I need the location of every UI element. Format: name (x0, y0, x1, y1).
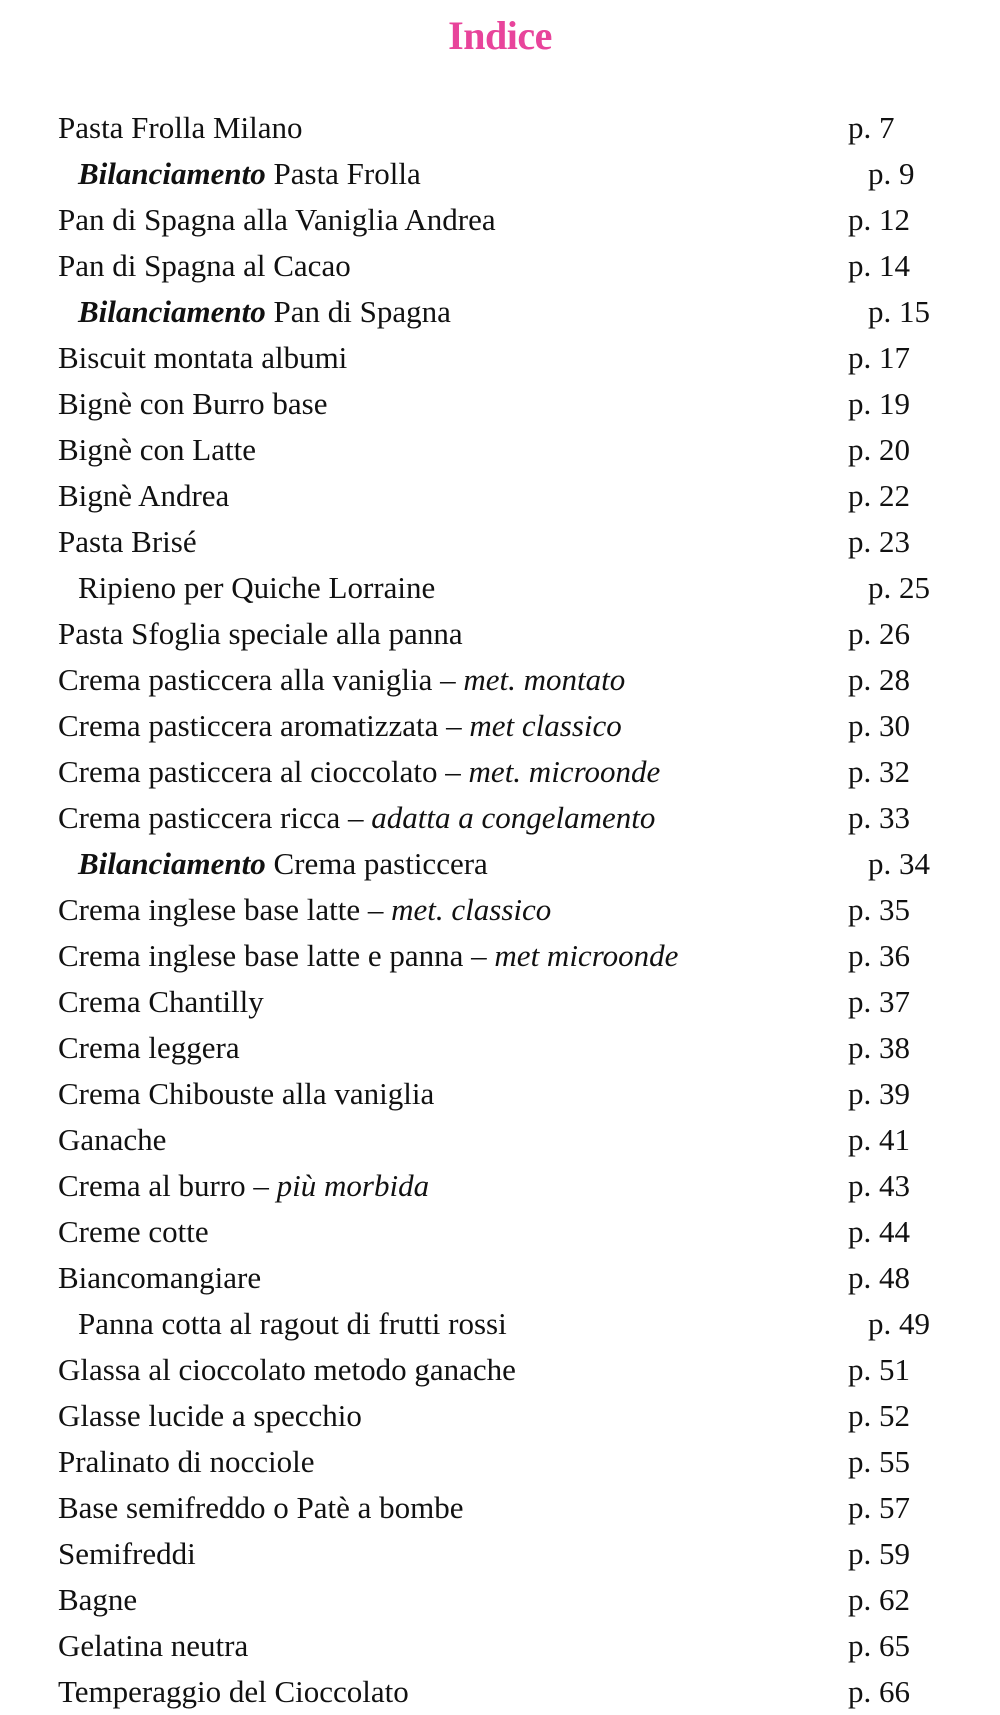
toc-page-number: p. 17 (848, 340, 910, 375)
toc-entry-text: Panna cotta al ragout di frutti rossi (78, 1306, 507, 1341)
toc-entry-title (58, 1393, 848, 1439)
toc-page-number: p. 39 (848, 1076, 910, 1111)
toc-entry-title (58, 1577, 848, 1623)
toc-page-number: p. 55 (848, 1444, 910, 1479)
toc-entry-note: met. montato (463, 662, 626, 697)
toc-entry-note: met classico (469, 708, 622, 743)
toc-entry (58, 1439, 938, 1485)
toc-entry (58, 1117, 938, 1163)
toc-entry (58, 565, 938, 611)
toc-page-number: p. 57 (848, 1490, 910, 1525)
toc-entry-note: met. microonde (468, 754, 661, 789)
toc-entry-note: met microonde (494, 938, 679, 973)
toc-entry-title (58, 1531, 848, 1577)
toc-entry-text: Biancomangiare (58, 1260, 262, 1295)
toc-entry-title (58, 749, 848, 795)
toc-entry-text: Biscuit montata albumi (58, 340, 348, 375)
toc-entry-prefix: Bilanciamento (78, 156, 266, 191)
toc-page-number: p. 22 (848, 478, 910, 513)
toc-entry-text: Crema al burro – (58, 1168, 277, 1203)
toc-entry-title (58, 657, 848, 703)
toc-entry-text: Pasta Frolla (265, 156, 421, 191)
toc-entry-prefix: Bilanciamento (78, 294, 266, 329)
toc-page-number: p. 49 (868, 1306, 930, 1341)
toc-entry-text: Semifreddi (58, 1536, 196, 1571)
toc-entry (58, 1163, 938, 1209)
toc-page-number: p. 51 (848, 1352, 910, 1387)
toc-entry-title (58, 887, 848, 933)
toc-page-number: p. 66 (848, 1674, 910, 1709)
toc-page-number: p. 38 (848, 1030, 910, 1065)
toc-entry-text: Pralinato di nocciole (58, 1444, 315, 1479)
toc-entry (58, 979, 938, 1025)
toc-entry-text: Bignè con Burro base (58, 386, 328, 421)
toc-entry-prefix: Bilanciamento (78, 846, 266, 881)
toc-entry-title (58, 519, 848, 565)
toc-entry-text: Pasta Brisé (58, 524, 197, 559)
toc-page-number: p. 12 (848, 202, 910, 237)
toc-page-number: p. 7 (848, 110, 895, 145)
toc-page-number: p. 15 (868, 294, 930, 329)
toc-entry-title (58, 1209, 848, 1255)
toc-entry-text: Crema pasticcera ricca – (58, 800, 372, 835)
table-of-contents (58, 105, 938, 1715)
toc-page-number: p. 9 (868, 156, 915, 191)
toc-entry (58, 519, 938, 565)
toc-entry-title (58, 427, 848, 473)
toc-entry-title (58, 105, 848, 151)
toc-entry (58, 657, 938, 703)
toc-page-number: p. 30 (848, 708, 910, 743)
toc-page-number: p. 23 (848, 524, 910, 559)
toc-entry-title (58, 1347, 848, 1393)
toc-page-number: p. 59 (848, 1536, 910, 1571)
toc-entry-title (58, 1025, 848, 1071)
toc-page-number: p. 25 (868, 570, 930, 605)
toc-entry-text: Pan di Spagna al Cacao (58, 248, 351, 283)
toc-page-number: p. 65 (848, 1628, 910, 1663)
toc-entry (58, 473, 938, 519)
toc-page-number: p. 14 (848, 248, 910, 283)
toc-page-number: p. 20 (848, 432, 910, 467)
toc-entry (58, 197, 938, 243)
toc-entry-text: Crema pasticcera aromatizzata – (58, 708, 470, 743)
toc-entry (58, 1623, 938, 1669)
toc-entry-note: più morbida (276, 1168, 430, 1203)
toc-entry-title (58, 1623, 848, 1669)
toc-entry-title (58, 381, 848, 427)
toc-entry-title (58, 841, 868, 887)
toc-entry-title (58, 703, 848, 749)
toc-entry (58, 1577, 938, 1623)
toc-entry-title (58, 1163, 848, 1209)
toc-entry-text: Bignè Andrea (58, 478, 230, 513)
toc-entry-text: Ripieno per Quiche Lorraine (78, 570, 436, 605)
toc-entry-text: Creme cotte (58, 1214, 209, 1249)
toc-entry-text: Gelatina neutra (58, 1628, 249, 1663)
toc-entry-title (58, 1255, 848, 1301)
toc-page-number: p. 36 (848, 938, 910, 973)
toc-entry-title (58, 289, 868, 335)
toc-entry-title (58, 473, 848, 519)
toc-entry-title (58, 335, 848, 381)
toc-page-number: p. 26 (848, 616, 910, 651)
toc-entry-title (58, 979, 848, 1025)
toc-page-number: p. 62 (848, 1582, 910, 1617)
toc-entry-text: Temperaggio del Cioccolato (58, 1674, 409, 1709)
toc-page-number: p. 33 (848, 800, 910, 835)
page-title: Indice (448, 13, 552, 58)
toc-entry (58, 381, 938, 427)
toc-entry-text: Pan di Spagna alla Vaniglia Andrea (58, 202, 496, 237)
toc-entry-text: Pan di Spagna (265, 294, 451, 329)
toc-entry-note: adatta a congelamento (371, 800, 656, 835)
toc-page-number: p. 37 (848, 984, 910, 1019)
toc-entry (58, 1255, 938, 1301)
toc-entry-text: Bagne (58, 1582, 138, 1617)
toc-page-number: p. 48 (848, 1260, 910, 1295)
toc-entry (58, 1347, 938, 1393)
toc-entry-text: Crema inglese base latte – (58, 892, 392, 927)
toc-entry-text: Crema Chantilly (58, 984, 264, 1019)
toc-entry-text: Glassa al cioccolato metodo ganache (58, 1352, 516, 1387)
toc-entry-title (58, 565, 868, 611)
toc-entry (58, 1531, 938, 1577)
toc-entry (58, 1071, 938, 1117)
toc-entry (58, 1393, 938, 1439)
toc-entry-title (58, 1071, 848, 1117)
toc-entry (58, 933, 938, 979)
toc-entry (58, 335, 938, 381)
toc-entry-text: Crema pasticcera (265, 846, 488, 881)
toc-entry-text: Bignè con Latte (58, 432, 256, 467)
toc-entry-text: Glasse lucide a specchio (58, 1398, 362, 1433)
toc-entry-text: Crema inglese base latte e panna – (58, 938, 495, 973)
toc-entry-text: Crema pasticcera alla vaniglia – (58, 662, 464, 697)
toc-page-number: p. 34 (868, 846, 930, 881)
toc-page-number: p. 43 (848, 1168, 910, 1203)
toc-entry (58, 749, 938, 795)
toc-entry (58, 1301, 938, 1347)
toc-page-number: p. 41 (848, 1122, 910, 1157)
toc-entry (58, 105, 938, 151)
toc-entry-title (58, 1117, 848, 1163)
toc-entry-title (58, 243, 848, 289)
toc-entry (58, 1669, 938, 1715)
toc-entry (58, 1025, 938, 1071)
toc-entry (58, 703, 938, 749)
toc-entry-title (58, 151, 868, 197)
toc-entry-text: Pasta Sfoglia speciale alla panna (58, 616, 463, 651)
toc-entry (58, 1485, 938, 1531)
toc-entry-text: Base semifreddo o Patè a bombe (58, 1490, 464, 1525)
toc-entry (58, 887, 938, 933)
toc-entry-text: Crema Chibouste alla vaniglia (58, 1076, 435, 1111)
toc-entry (58, 427, 938, 473)
toc-page-number: p. 44 (848, 1214, 910, 1249)
toc-entry-title (58, 197, 848, 243)
toc-entry-title (58, 1485, 848, 1531)
toc-entry (58, 1209, 938, 1255)
toc-entry (58, 243, 938, 289)
toc-entry (58, 289, 938, 335)
toc-entry-note: met. classico (391, 892, 552, 927)
toc-page-number: p. 28 (848, 662, 910, 697)
toc-page-number: p. 52 (848, 1398, 910, 1433)
toc-entry-title (58, 1669, 848, 1715)
toc-entry-text: Ganache (58, 1122, 167, 1157)
toc-page-number: p. 19 (848, 386, 910, 421)
toc-entry-text: Crema pasticcera al cioccolato – (58, 754, 469, 789)
toc-entry-title (58, 611, 848, 657)
toc-entry (58, 611, 938, 657)
toc-entry-text: Pasta Frolla Milano (58, 110, 303, 145)
toc-entry-title (58, 1439, 848, 1485)
toc-entry-text: Crema leggera (58, 1030, 240, 1065)
toc-page-number: p. 35 (848, 892, 910, 927)
toc-entry (58, 795, 938, 841)
toc-entry (58, 151, 938, 197)
toc-entry-title (58, 933, 848, 979)
toc-entry-title (58, 795, 848, 841)
toc-entry-title (58, 1301, 868, 1347)
toc-entry (58, 841, 938, 887)
toc-page-number: p. 32 (848, 754, 910, 789)
